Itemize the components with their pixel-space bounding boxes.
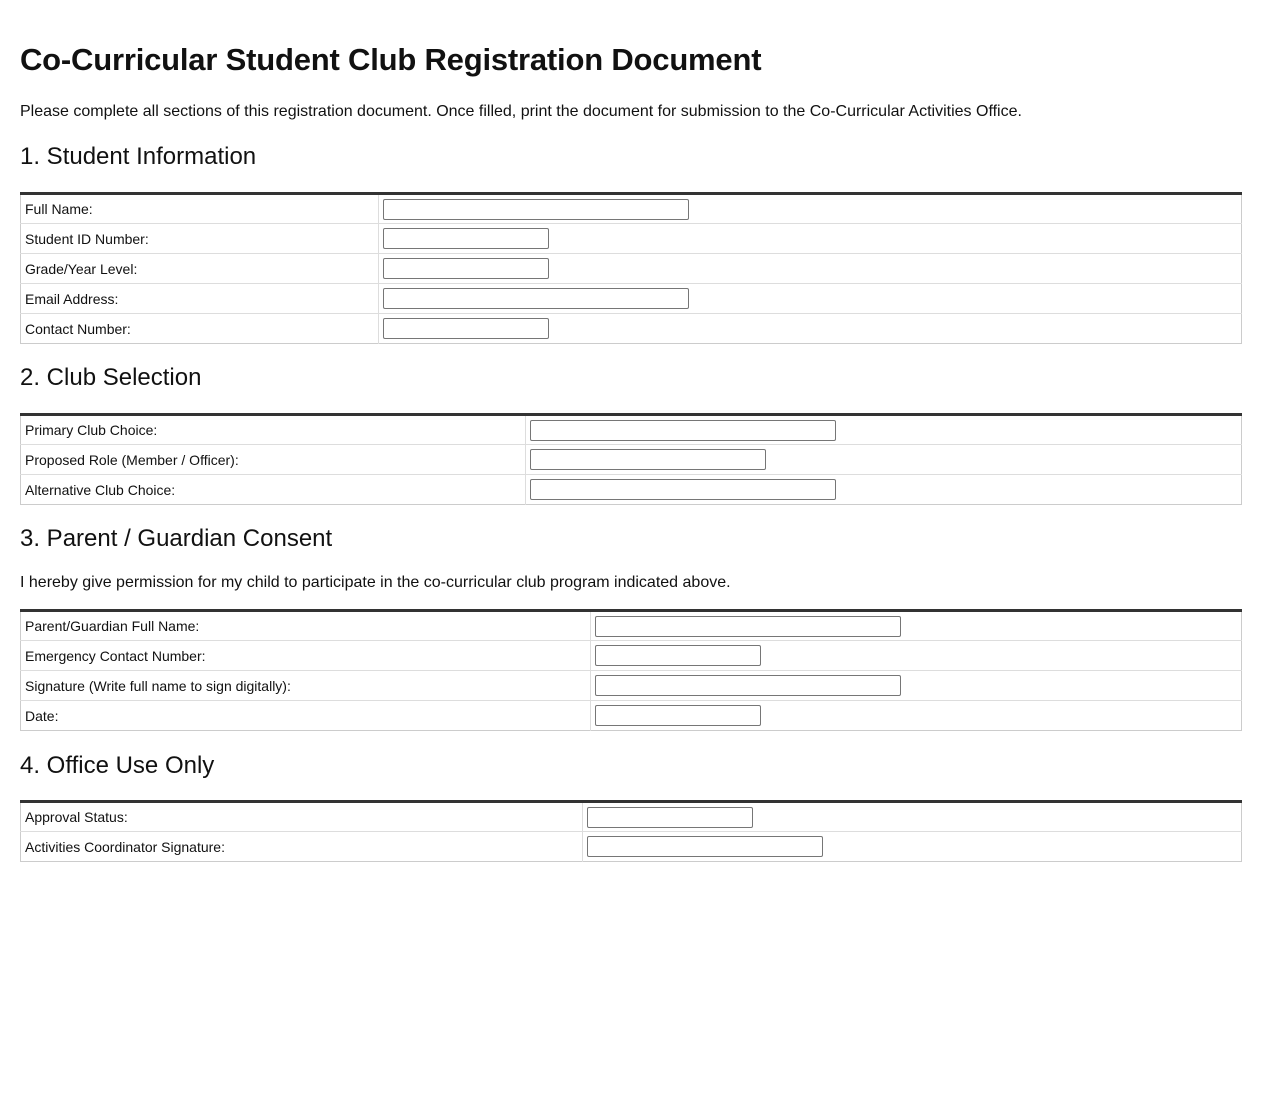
contact-number-field[interactable] — [383, 318, 549, 339]
grade-level-label: Grade/Year Level: — [21, 254, 379, 284]
office-use-table — [20, 800, 1242, 862]
email-address-label: Email Address: — [21, 284, 379, 314]
date-label: Date: — [21, 701, 591, 731]
contact-number-label: Contact Number: — [21, 314, 379, 344]
table-row — [21, 701, 1242, 731]
section-heading-club-selection: 2. Club Selection — [20, 364, 202, 391]
table-row — [21, 802, 1242, 832]
table-row — [21, 254, 1242, 284]
grade-level-field[interactable] — [383, 258, 549, 279]
table-row — [21, 832, 1242, 862]
coordinator-signature-field[interactable] — [587, 836, 823, 857]
table-row — [21, 475, 1242, 505]
proposed-role-field[interactable] — [530, 449, 766, 470]
table-row — [21, 194, 1242, 224]
document-title: Co-Curricular Student Club Registration Document — [20, 42, 762, 77]
emergency-contact-label: Emergency Contact Number: — [21, 641, 591, 671]
emergency-contact-field[interactable] — [595, 645, 761, 666]
table-row — [21, 445, 1242, 475]
alternative-club-field[interactable] — [530, 479, 836, 500]
student-id-field[interactable] — [383, 228, 549, 249]
primary-club-label: Primary Club Choice: — [21, 415, 526, 445]
section-heading-office-use: 4. Office Use Only — [20, 752, 215, 779]
coordinator-signature-label: Activities Coordinator Signature: — [21, 832, 583, 862]
email-address-field[interactable] — [383, 288, 689, 309]
parent-consent-table — [20, 609, 1242, 731]
table-row — [21, 314, 1242, 344]
consent-statement: I hereby give permission for my child to participate in the co-curricular club program indicated above. — [20, 574, 731, 591]
student-information-table — [20, 192, 1242, 344]
full-name-field[interactable] — [383, 199, 689, 220]
student-id-label: Student ID Number: — [21, 224, 379, 254]
signature-label: Signature (Write full name to sign digitally): — [21, 671, 591, 701]
document-intro: Please complete all sections of this registration document. Once filled, print the document for submission to the Co-Curricular Activities Office. — [20, 103, 1022, 120]
alternative-club-label: Alternative Club Choice: — [21, 475, 526, 505]
table-row — [21, 224, 1242, 254]
table-row — [21, 611, 1242, 641]
primary-club-field[interactable] — [530, 420, 836, 441]
table-row — [21, 415, 1242, 445]
table-row — [21, 284, 1242, 314]
approval-status-label: Approval Status: — [21, 802, 583, 832]
approval-status-field[interactable] — [587, 807, 753, 828]
table-row — [21, 641, 1242, 671]
table-row — [21, 671, 1242, 701]
parent-name-field[interactable] — [595, 616, 901, 637]
section-heading-student-information: 1. Student Information — [20, 143, 257, 170]
parent-name-label: Parent/Guardian Full Name: — [21, 611, 591, 641]
club-selection-table — [20, 413, 1242, 505]
date-field[interactable] — [595, 705, 761, 726]
signature-field[interactable] — [595, 675, 901, 696]
full-name-label: Full Name: — [21, 194, 379, 224]
proposed-role-label: Proposed Role (Member / Officer): — [21, 445, 526, 475]
section-heading-parent-consent: 3. Parent / Guardian Consent — [20, 525, 333, 552]
